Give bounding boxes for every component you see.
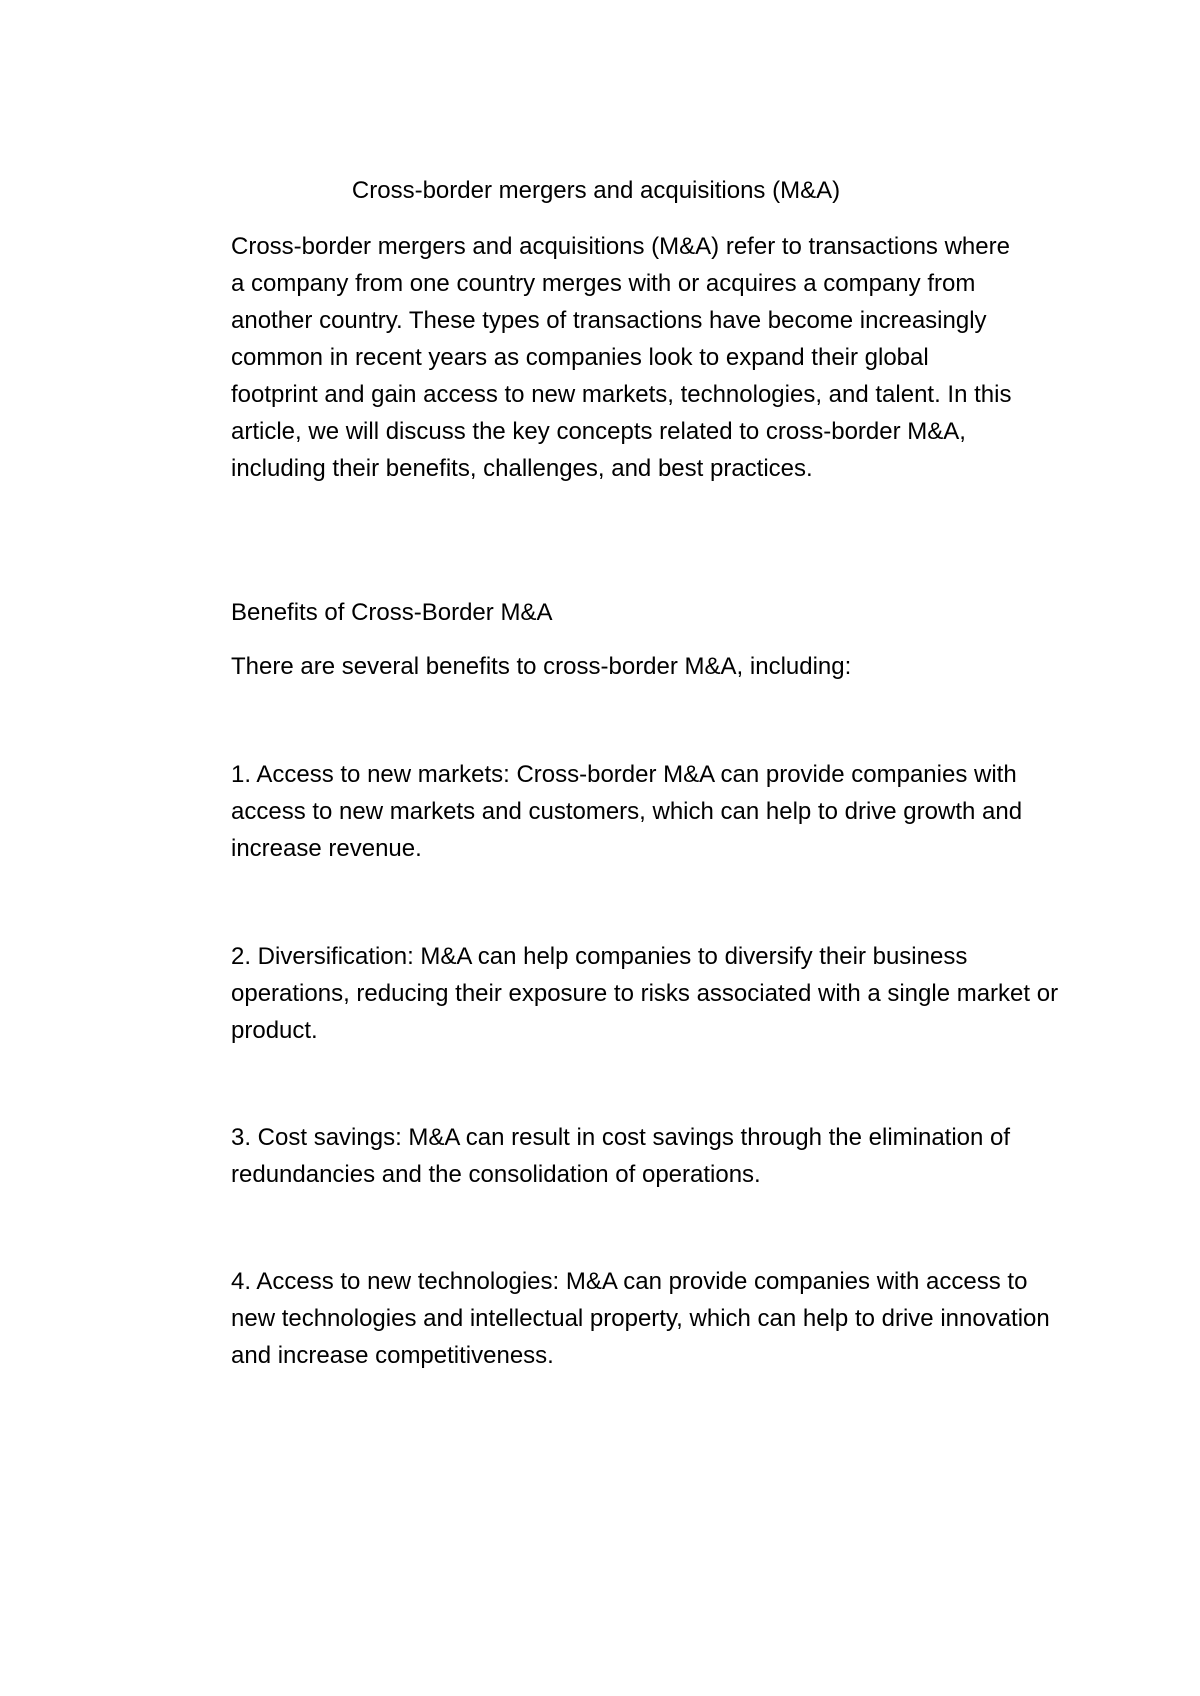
list-item: 3. Cost savings: M&A can result in cost savings through the elimination of redundancies and the consolidation of operations.: [231, 1124, 1011, 1188]
document-title: Cross-border mergers and acquisitions (M&A): [351, 177, 841, 204]
section-heading: Benefits of Cross-Border M&A: [231, 599, 553, 626]
list-item: 4. Access to new technologies: M&A can provide companies with access to new technologies and intellectual property, which can help to drive innovation and increase competitiveness.: [231, 1268, 1050, 1369]
list-item: 1. Access to new markets: Cross-border M&A can provide companies with access to new markets and customers, which can help to drive growth and increase revenue.: [231, 761, 1023, 862]
list-item: 2. Diversification: M&A can help companies to diversify their business operations, reducing their exposure to risks associated with a single market or product.: [231, 943, 1059, 1044]
intro-paragraph: Cross-border mergers and acquisitions (M&A) refer to transactions where a company from one country merges with or acquires a company from another country. These types of transactions have become increasingly common in recent years as companies look to expand their global footprint and gain access to new markets, technologies, and talent. In this article, we will discuss the key concepts related to cross-border M&A, including their benefits, challenges, and best practices.: [231, 233, 1012, 482]
section-lead: There are several benefits to cross-border M&A, including:: [231, 653, 852, 680]
